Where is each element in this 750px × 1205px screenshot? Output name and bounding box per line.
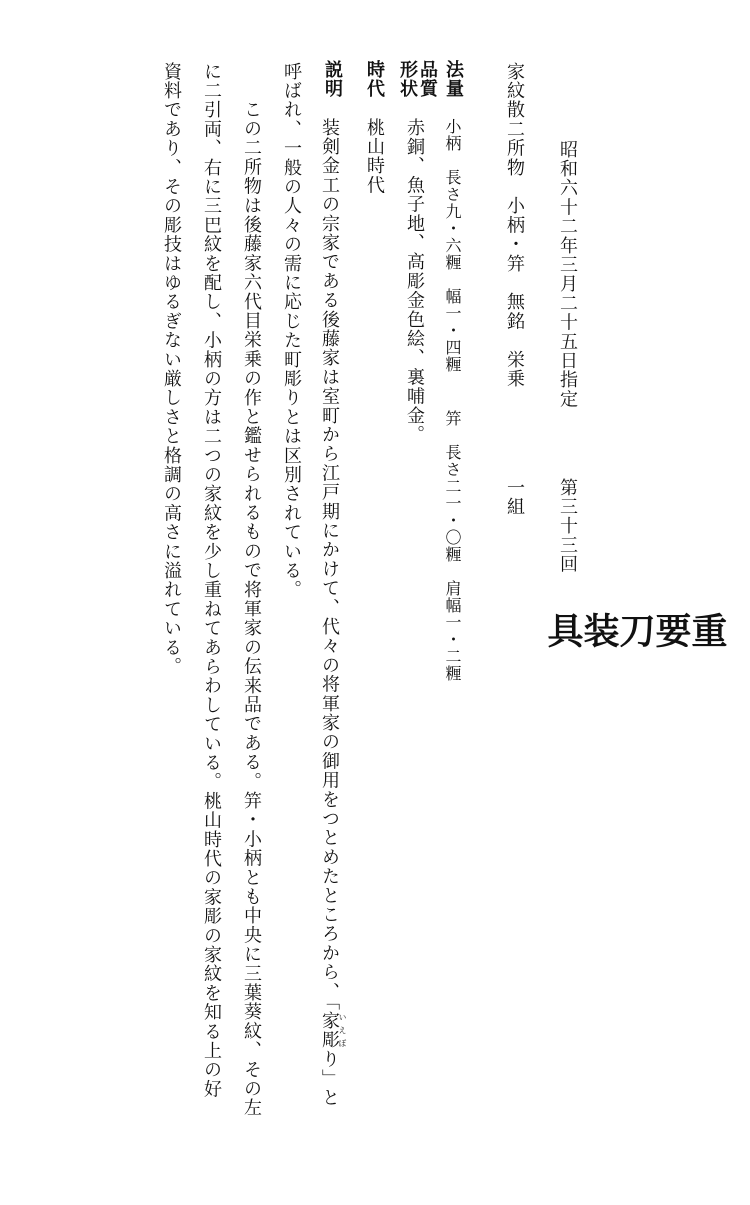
- title-char: 装: [578, 612, 620, 648]
- title-char: 具: [542, 612, 584, 648]
- period-label: 時代: [364, 60, 385, 99]
- title-char: 刀: [614, 612, 656, 648]
- description-line-5: 資料であり、その彫技はゆるぎない厳しさと格調の高さに溢れている。: [161, 62, 182, 677]
- shape-label: 形状: [397, 60, 418, 99]
- dimensions-label: 法量: [443, 60, 464, 99]
- material-label: 品質: [417, 60, 438, 99]
- description-line-3: この二所物は後藤家六代目栄乗の作と鑑せられるもので将軍家の伝来品である。笄・小柄とも中央に三葉葵紋、その左: [241, 100, 262, 1118]
- description-label: 説明: [322, 60, 343, 99]
- designation-date: 昭和六十二年三月二十五日指定: [557, 140, 578, 409]
- dimensions-kozuka: 小柄 長さ九・六糎 幅一・四糎: [443, 118, 462, 373]
- ieburi-reading: いえぼ: [338, 1011, 347, 1050]
- session-number: 第三十三回: [557, 478, 578, 574]
- dimensions-kogai: 笄 長さ二一・〇糎 肩幅一・二糎: [443, 410, 462, 682]
- period-text: 桃山時代: [364, 118, 385, 195]
- description-line-4: に二引両、右に三巴紋を配し、小柄の方は二つの家紋を少し重ねてあらわしている。桃山時代の家彫の家紋を知る上の好: [201, 62, 222, 1099]
- description-line-1: [320, 118, 347, 1107]
- title-char: 要: [650, 612, 692, 648]
- item-count: 一組: [504, 478, 525, 517]
- description-line-1-end: り」と: [319, 1049, 340, 1108]
- description-line-1-text: 装剣金工の宗家である後藤家は室町から江戸期にかけて、代々の将軍家の御用をつとめたところから、「: [319, 118, 340, 1012]
- title-char: 重: [686, 612, 728, 648]
- description-line-2: 呼ばれ、一般の人々の需に応じた町彫りとは区別されている。: [281, 62, 302, 600]
- material-text: 赤銅、魚子地、高彫金色絵、裏哺金。: [404, 118, 425, 445]
- ieburi-base: 家彫: [319, 1011, 340, 1050]
- page-title: [542, 612, 728, 676]
- ieburi-ruby: [319, 1011, 347, 1050]
- item-name: 家紋散二所物 小柄・笄 無銘 栄乗: [504, 62, 525, 389]
